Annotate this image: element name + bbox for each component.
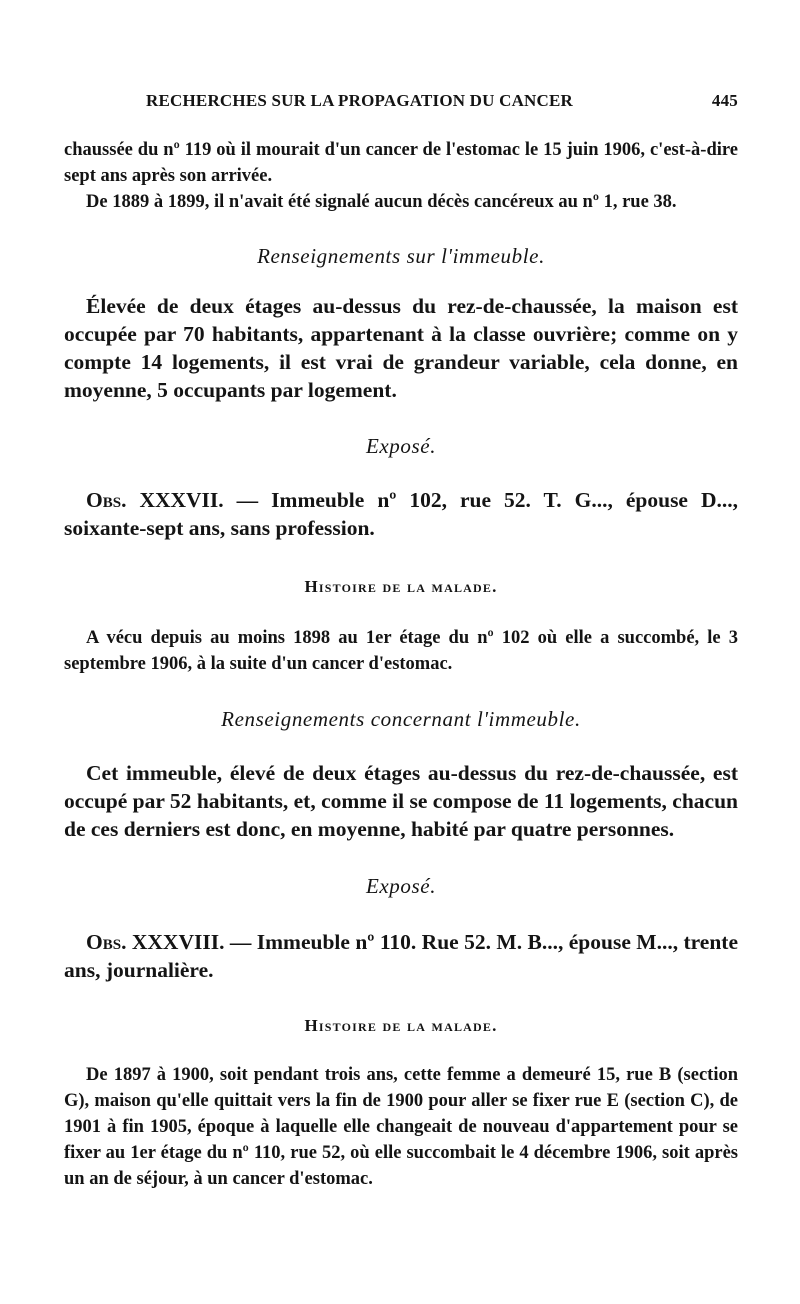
paragraph-continuation: chaussée du nº 119 où il mourait d'un cancer de l'estomac le 15 juin 1906, c'est-à-dire sept ans après son arrivée.	[64, 140, 738, 186]
subheading-expose-1: Exposé.	[365, 434, 437, 458]
running-title: RECHERCHES SUR LA PROPAGATION DU CANCER	[146, 91, 574, 110]
observation-37	[64, 486, 738, 542]
paragraph-no-deaths: De 1889 à 1899, il n'avait été signalé aucun décès cancéreux au nº 1, rue 38.	[86, 192, 677, 212]
section-heading-history-1: Histoire de la malade.	[304, 577, 498, 596]
paragraph-building-description: Élevée de deux étages au-dessus du rez-de-chaussée, la maison est occupée par 70 habitants, appartenant à la classe ouvrière; comme on y compte 14 logements, il est vrai de grandeur variable, cela donne, en moyenne, 5 occupants par logement.	[64, 294, 738, 402]
page-number: 445	[711, 91, 738, 110]
observation-38	[64, 928, 738, 984]
subheading-expose-2: Exposé.	[365, 874, 437, 898]
paragraph-patient-history-2: De 1897 à 1900, soit pendant trois ans, cette femme a demeuré 15, rue B (section G), maison qu'elle quittait vers la fin de 1900 pour aller se fixer rue E (section C), de 1901 à fin 1905, époque à laquelle elle changeait de nouveau d'appartement pour se fixer au 1er étage du nº 110, rue 52, où elle succombait le 4 décembre 1906, soit après un an de séjour, à un cancer d'estomac.	[64, 1065, 738, 1189]
running-head	[64, 91, 738, 115]
subheading-building-info: Renseignements sur l'immeuble.	[257, 244, 545, 268]
paragraph-patient-history-1: A vécu depuis au moins 1898 au 1er étage du nº 102 où elle a succombé, le 3 septembre 1906, à la suite d'un cancer d'estomac.	[64, 628, 738, 674]
observation-text: — Immeuble nº 102, rue 52. T. G..., épouse D..., soixante-sept ans, sans profession.	[64, 488, 738, 540]
subheading-building-concerning: Renseignements concernant l'immeuble.	[221, 707, 581, 731]
section-heading-history-2: Histoire de la malade.	[304, 1016, 498, 1035]
observation-text: — Immeuble nº 110. Rue 52. M. B..., épouse M..., trente ans, journalière.	[64, 930, 738, 982]
paragraph-building-occupancy: Cet immeuble, élevé de deux étages au-dessus du rez-de-chaussée, est occupé par 52 habitants, et, comme il se compose de 11 logements, chacun de ces derniers est donc, en moyenne, habité par quatre personnes.	[64, 761, 738, 841]
observation-label: Obs. XXXVII.	[86, 488, 224, 512]
observation-label: Obs. XXXVIII.	[86, 930, 225, 954]
book-page	[64, 0, 738, 1304]
